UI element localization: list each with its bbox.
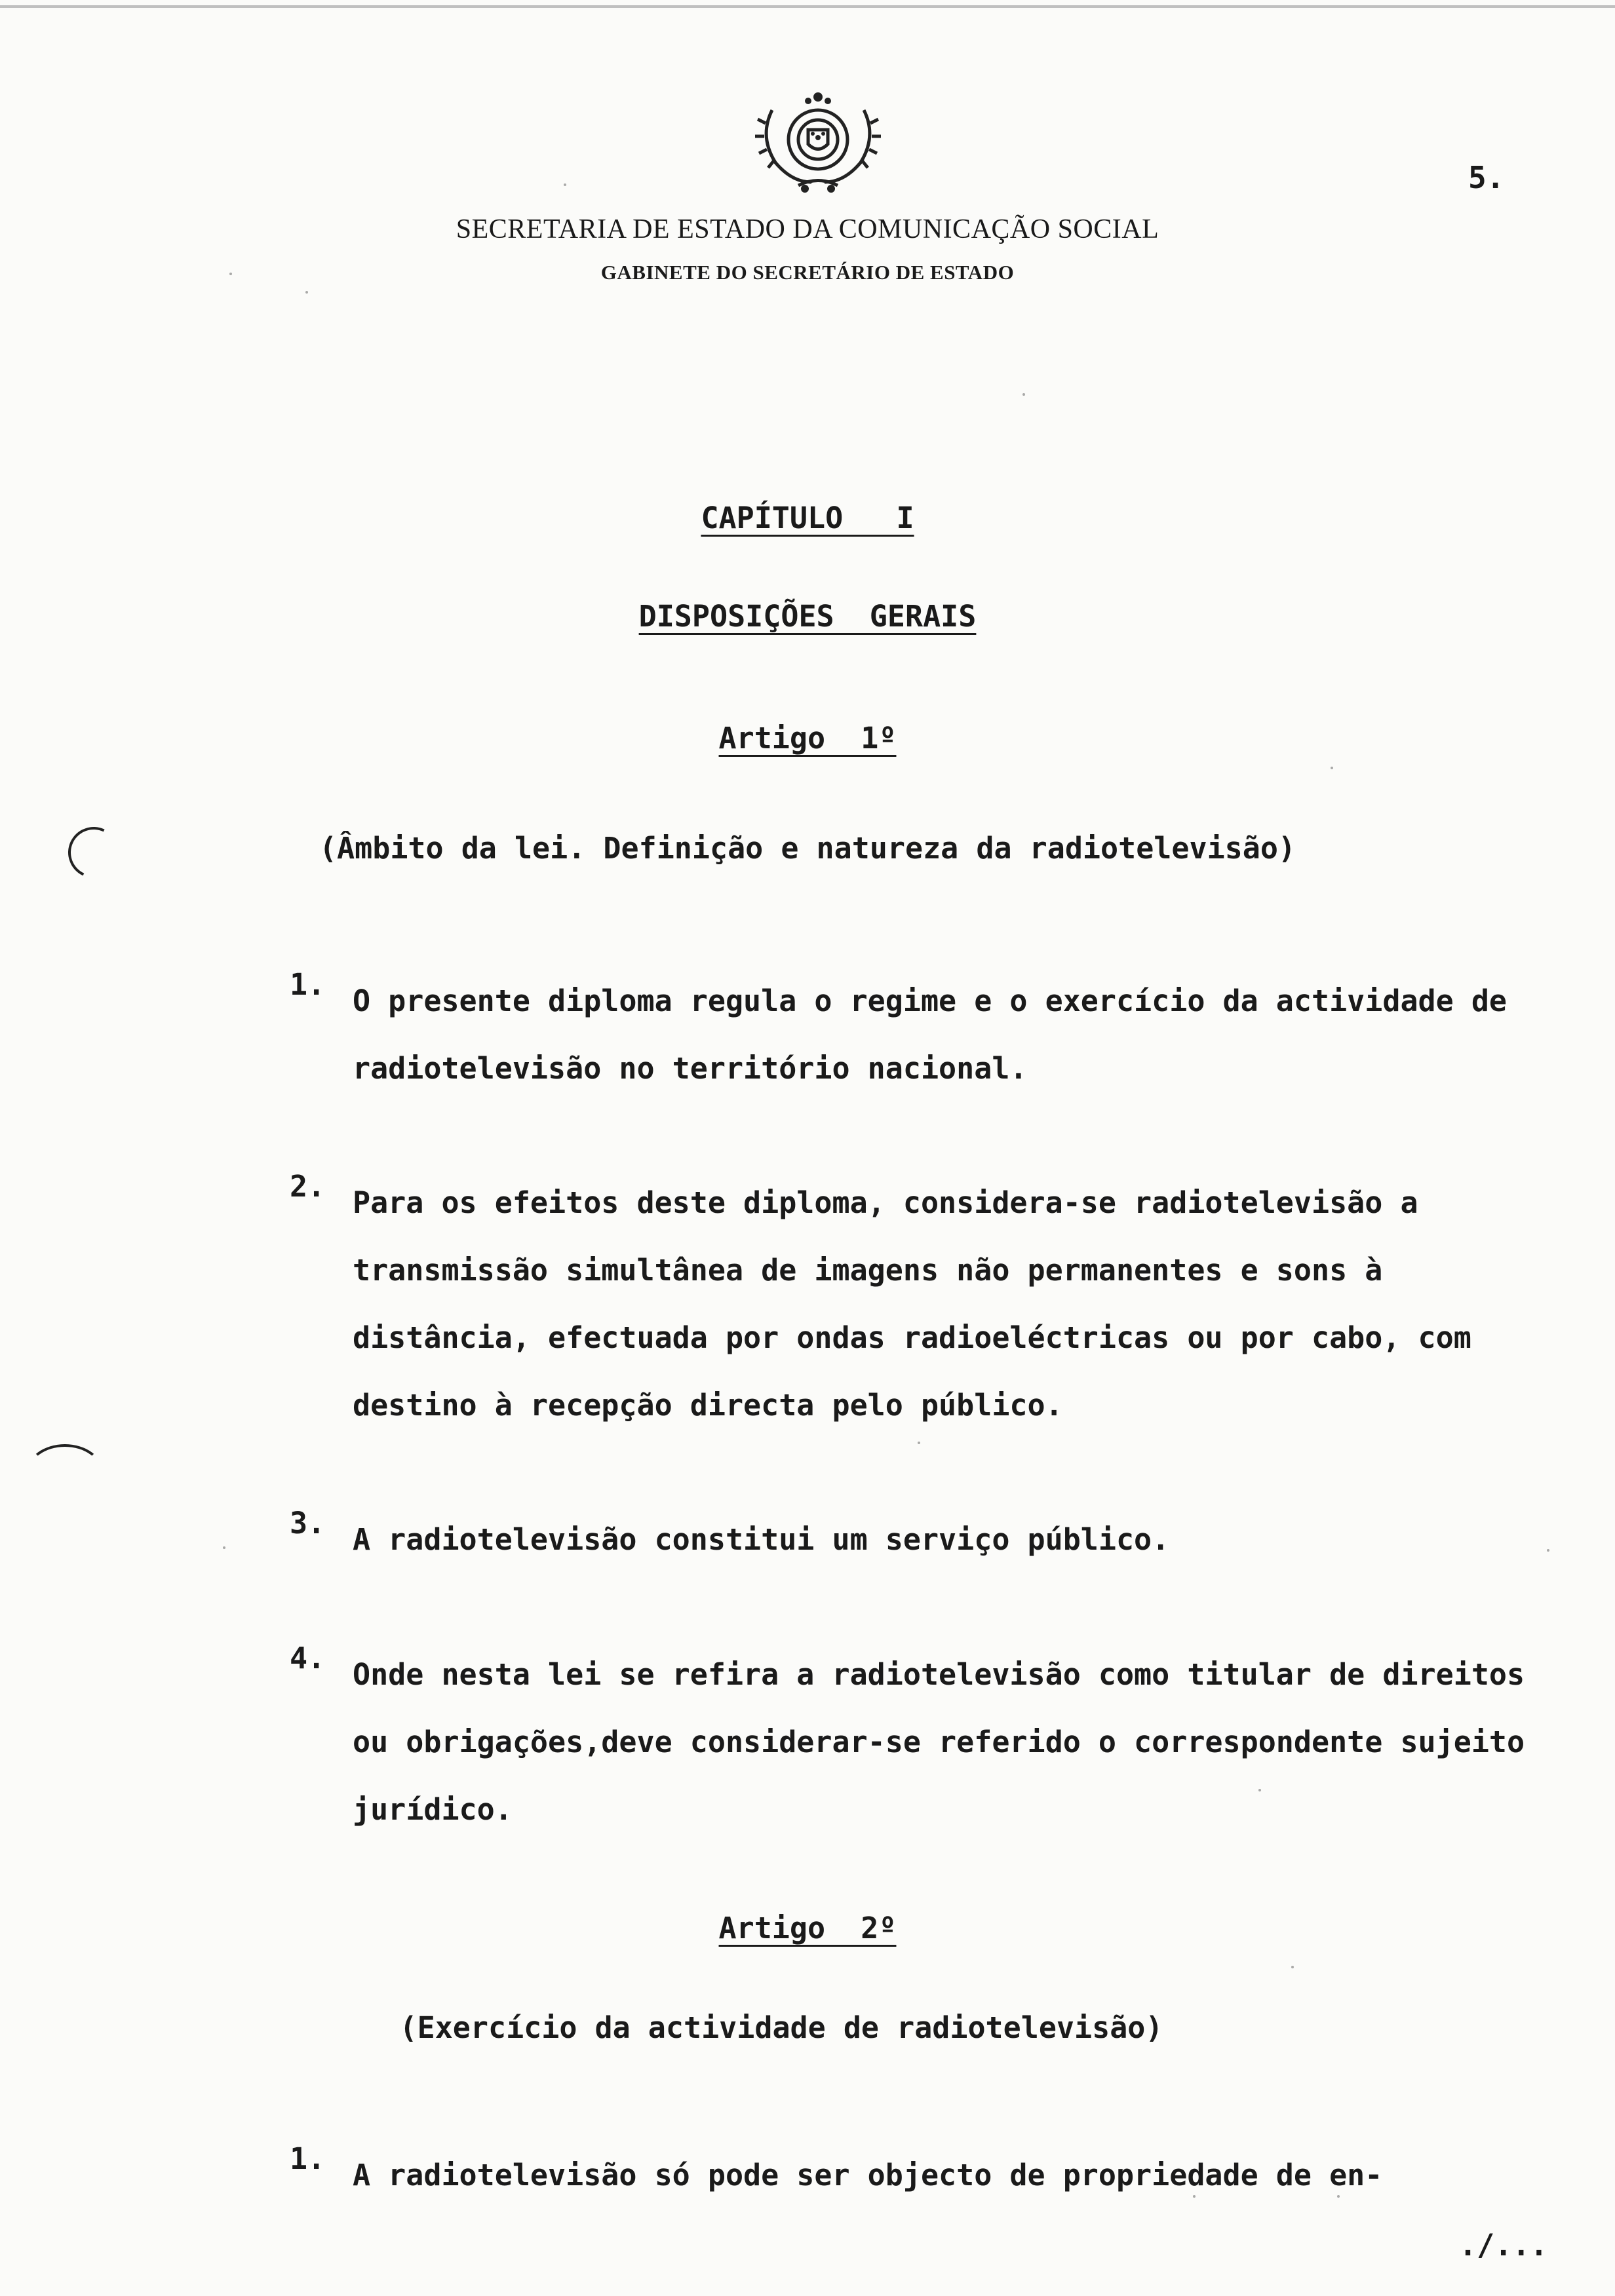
scan-speck [918,1442,920,1444]
clause-number: 1. [290,2141,326,2176]
office-title: SECRETARIA DE ESTADO DA COMUNICAÇÃO SOCIAL [456,214,1159,244]
punch-hole-mark [61,820,126,885]
chapter-title [0,501,1615,535]
scan-speck [229,273,232,275]
scan-speck [1258,1789,1261,1791]
clause-number: 2. [290,1169,326,1204]
article-1-heading [0,721,1615,756]
scan-speck [223,1546,225,1549]
clause-text: O presente diploma regula o regime e o exercício da actividade de radiotelevisão no território nacional. [353,984,1507,1086]
clause-number: 4. [290,1641,326,1675]
office-subtitle: GABINETE DO SECRETÁRIO DE ESTADO [600,261,1015,284]
clause-text: A radiotelevisão constitui um serviço público. [353,1522,1170,1557]
article-2-heading-text: Artigo 2º [718,1911,897,1945]
scan-speck [1331,767,1333,769]
chapter-subtitle-text: DISPOSIÇÕES GERAIS [638,599,977,634]
article-1-caption: (Âmbito da lei. Definição e natureza da radiotelevisão) [319,831,1296,866]
scan-top-edge [0,5,1615,8]
clause-text: Onde nesta lei se refira a radiotelevisão como titular de direitos ou obrigações,deve considerar-se referido o correspondente sujeito jurídico. [353,1657,1525,1827]
chapter-title-text: CAPÍTULO I [701,501,914,535]
continuation-mark: ./... [1459,2228,1548,2263]
clause-number: 3. [290,1506,326,1540]
clause-text: Para os efeitos deste diploma, considera-se radiotelevisão a transmissão simultânea de imagens não permanentes e sons à distância, efectuada por ondas radioeléctricas ou por cabo, com destino à recepção directa pelo público. [353,1185,1471,1423]
scan-speck [305,291,308,294]
clause-text: A radiotelevisão só pode ser objecto de propriedade de en- [353,2158,1383,2192]
article-2-heading [0,1911,1615,1945]
clause-number: 1. [290,967,326,1002]
scan-speck [1291,1966,1294,1968]
page-number: 5. [1468,160,1505,195]
chapter-subtitle [0,599,1615,634]
scan-speck [1193,2195,1196,2198]
scan-speck [1547,1549,1549,1552]
article-1-heading-text: Artigo 1º [718,721,897,756]
scan-speck [1022,393,1025,396]
scan-speck [1337,2195,1340,2198]
scan-speck [564,183,566,186]
portuguese-coat-of-arms-icon [746,84,890,195]
article-2-caption: (Exercício da actividade de radiotelevisão) [399,2010,1163,2045]
punch-hole-mark [26,1444,104,1502]
